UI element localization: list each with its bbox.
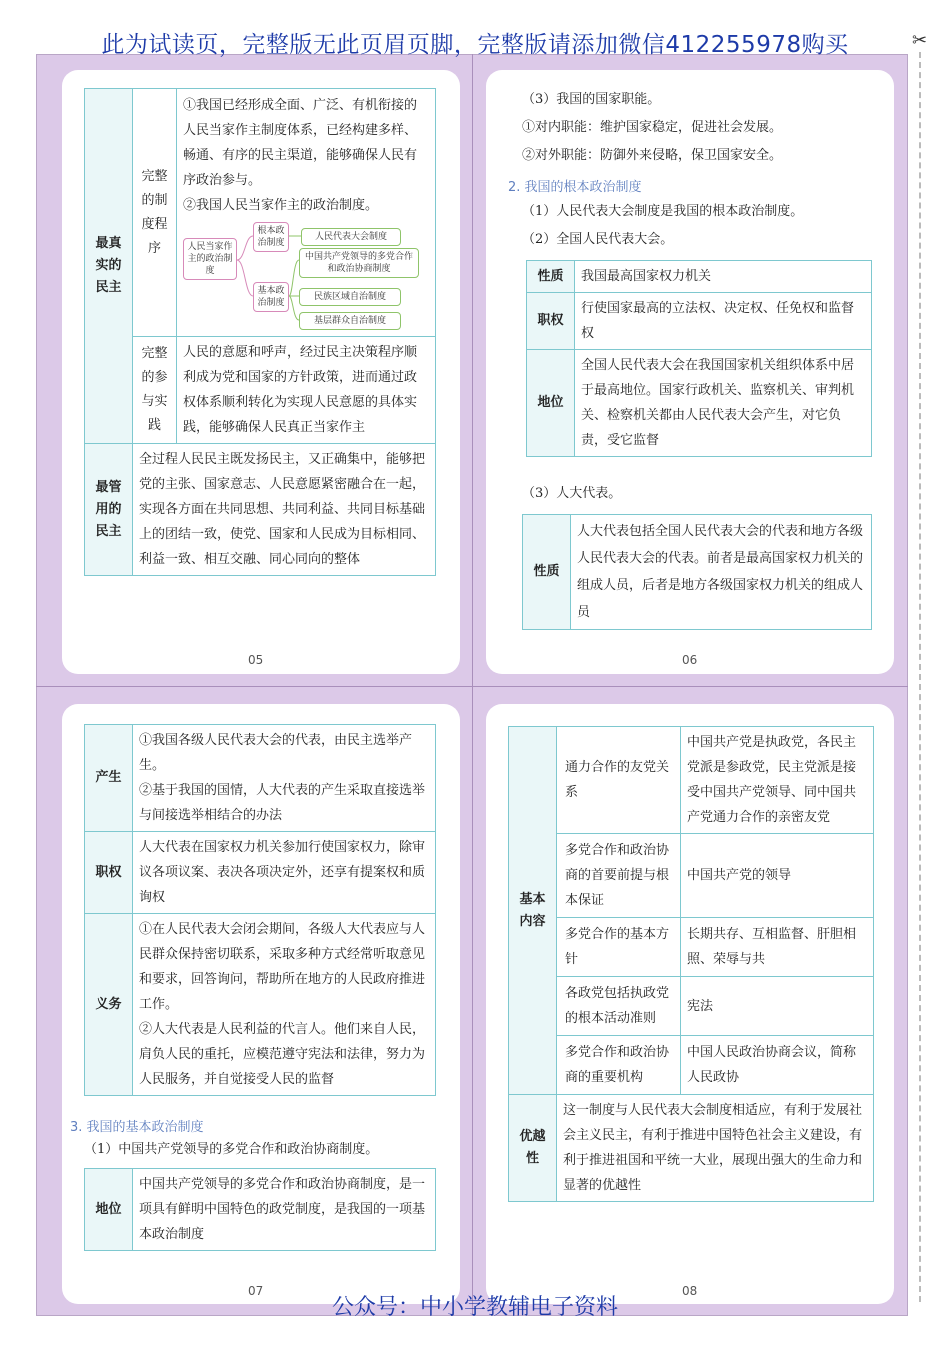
deputy-nature-table	[522, 514, 872, 630]
row-head-most-useful: 最管用的民主	[85, 444, 133, 576]
diagram-grassroots: 基层群众自治制度	[299, 312, 401, 330]
content-val-3: 宪法	[681, 977, 874, 1036]
npc-table	[526, 260, 872, 457]
diagram-ethnic: 民族区域自治制度	[299, 288, 401, 306]
p07-section-title: 3. 我国的基本政治制度	[70, 1120, 204, 1135]
npc-head-status: 地位	[527, 350, 575, 457]
deputy-head-origin: 产生	[85, 725, 133, 832]
cppcc-head-status: 地位	[85, 1169, 133, 1251]
p06-line-functions: （3）我国的国家职能。	[522, 92, 661, 107]
content-val-2: 长期共存、互相监督、肝胆相照、荣辱与共	[681, 918, 874, 977]
content-key-0: 通力合作的友党关系	[557, 727, 681, 834]
sub-head-system: 完整的制度程序	[133, 89, 177, 337]
content-key-3: 各政党包括执政党的根本活动准则	[557, 977, 681, 1036]
p06-line-npc: （2）全国人民代表大会。	[522, 232, 674, 247]
watermark-banner: 此为试读页，完整版无此页眉页脚，完整版请添加微信412255978购买	[101, 32, 849, 58]
practice-text: 人民的意愿和呼声，经过民主决策程序顺利成为党和国家的方针政策，进而通过政权体系顺利转化为实现人民意愿的具体实践，能够确保人民真正当家作主	[177, 337, 436, 444]
fold-line-vertical	[472, 54, 473, 1316]
npc-head-nature: 性质	[527, 261, 575, 293]
multiparty-head-advantage: 优越性	[509, 1095, 557, 1202]
npc-power: 行使国家最高的立法权、决定权、任免权和监督权	[575, 293, 872, 350]
deputy-head-nature: 性质	[523, 515, 571, 630]
fold-line-horizontal	[36, 686, 908, 687]
content-val-1: 中国共产党的领导	[681, 834, 874, 918]
page-number-05: 05	[248, 653, 264, 667]
npc-status: 全国人民代表大会在我国国家机关组织体系中居于最高地位。国家行政机关、监察机关、审判机关、检察机关都由人民代表大会产生，对它负责，受它监督	[575, 350, 872, 457]
diagram-root: 人民当家作主的政治制度	[183, 238, 237, 280]
deputy-origin: ①我国各级人民代表大会的代表，由民主选举产生。 ②基于我国的国情，人大代表的产生采取直接选举与间接选举相结合的办法	[133, 725, 436, 832]
sub-head-practice: 完整的参与实践	[133, 337, 177, 444]
page-05-table	[84, 88, 436, 576]
p06-line-npc-system: （1）人民代表大会制度是我国的根本政治制度。	[522, 204, 804, 219]
deputy-table	[84, 724, 436, 1096]
diagram-fundamental: 根本政治制度	[253, 222, 289, 252]
deputy-head-rights: 职权	[85, 832, 133, 914]
page-number-07: 07	[248, 1284, 264, 1298]
content-key-2: 多党合作的基本方针	[557, 918, 681, 977]
page-number-06: 06	[682, 653, 698, 667]
cppcc-status: 中国共产党领导的多党合作和政治协商制度，是一项具有鲜明中国特色的政党制度，是我国的一项基本政治制度	[133, 1169, 436, 1251]
diagram-cpc: 中国共产党领导的多党合作和政治协商制度	[299, 248, 419, 278]
p06-section-title: 2. 我国的根本政治制度	[508, 180, 642, 195]
diagram-basic: 基本政治制度	[253, 282, 289, 312]
multiparty-head-content: 基本内容	[509, 727, 557, 1095]
content-key-1: 多党合作和政治协商的首要前提与根本保证	[557, 834, 681, 918]
npc-head-power: 职权	[527, 293, 575, 350]
row-head-most-real: 最真实的民主	[85, 89, 133, 444]
cut-line	[919, 52, 921, 1302]
npc-nature: 我国最高国家权力机关	[575, 261, 872, 293]
page-number-08: 08	[682, 1284, 698, 1298]
deputy-nature: 人大代表包括全国人民代表大会的代表和地方各级人民代表大会的代表。前者是最高国家权力机关的组成人员，后者是地方各级国家权力机关的组成人员	[571, 515, 872, 630]
deputy-head-duties: 义务	[85, 914, 133, 1096]
content-val-4: 中国人民政治协商会议，简称人民政协	[681, 1036, 874, 1095]
system-cell	[177, 89, 436, 337]
most-useful-text: 全过程人民民主既发扬民主，又正确集中，能够把党的主张、国家意志、人民意愿紧密融合在一起，实现各方面在共同思想、共同利益、共同目标基础上的团结一致，使党、国家和人民成为目标相同、利益一致、相互交融、同心同向的整体	[133, 444, 436, 576]
p06-line-internal: ①对内职能：维护国家稳定，促进社会发展。	[522, 120, 783, 135]
system-diagram	[183, 220, 429, 332]
content-key-4: 多党合作和政治协商的重要机构	[557, 1036, 681, 1095]
p06-line-external: ②对外职能：防御外来侵略，保卫国家安全。	[522, 148, 783, 163]
p06-line-deputies: （3）人大代表。	[522, 486, 622, 501]
footer-watermark: 公众号：中小学教辅电子资料	[331, 1295, 618, 1320]
system-text: ①我国已经形成全面、广泛、有机衔接的人民当家作主制度体系，已经构建多样、畅通、有序的民主渠道，能够确保人民有序政治参与。 ②我国人民当家作主的政治制度。	[183, 98, 418, 213]
diagram-npc: 人民代表大会制度	[301, 228, 401, 246]
deputy-duties: ①在人民代表大会闭会期间，各级人大代表应与人民群众保持密切联系，采取多种方式经常听取意见和要求，回答询问，帮助所在地方的人民政府推进工作。 ②人大代表是人民利益的代言人。他们来自人民，肩负人民的重托，应模范遵守宪法和法律，努力为人民服务，并自觉接受人民的监督	[133, 914, 436, 1096]
content-val-0: 中国共产党是执政党，各民主党派是参政党，民主党派是接受中国共产党领导、同中国共产党通力合作的亲密友党	[681, 727, 874, 834]
deputy-rights: 人大代表在国家权力机关参加行使国家权力，除审议各项议案、表决各项决定外，还享有提案权和质询权	[133, 832, 436, 914]
p07-line-cppcc: （1）中国共产党领导的多党合作和政治协商制度。	[84, 1142, 379, 1157]
cppcc-status-table	[84, 1168, 436, 1251]
scissors-icon: ✂	[912, 30, 928, 51]
multiparty-table	[508, 726, 874, 1202]
advantage-text: 这一制度与人民代表大会制度相适应，有利于发展社会主义民主，有利于推进中国特色社会主义建设，有利于推进祖国和平统一大业，展现出强大的生命力和显著的优越性	[557, 1095, 874, 1202]
